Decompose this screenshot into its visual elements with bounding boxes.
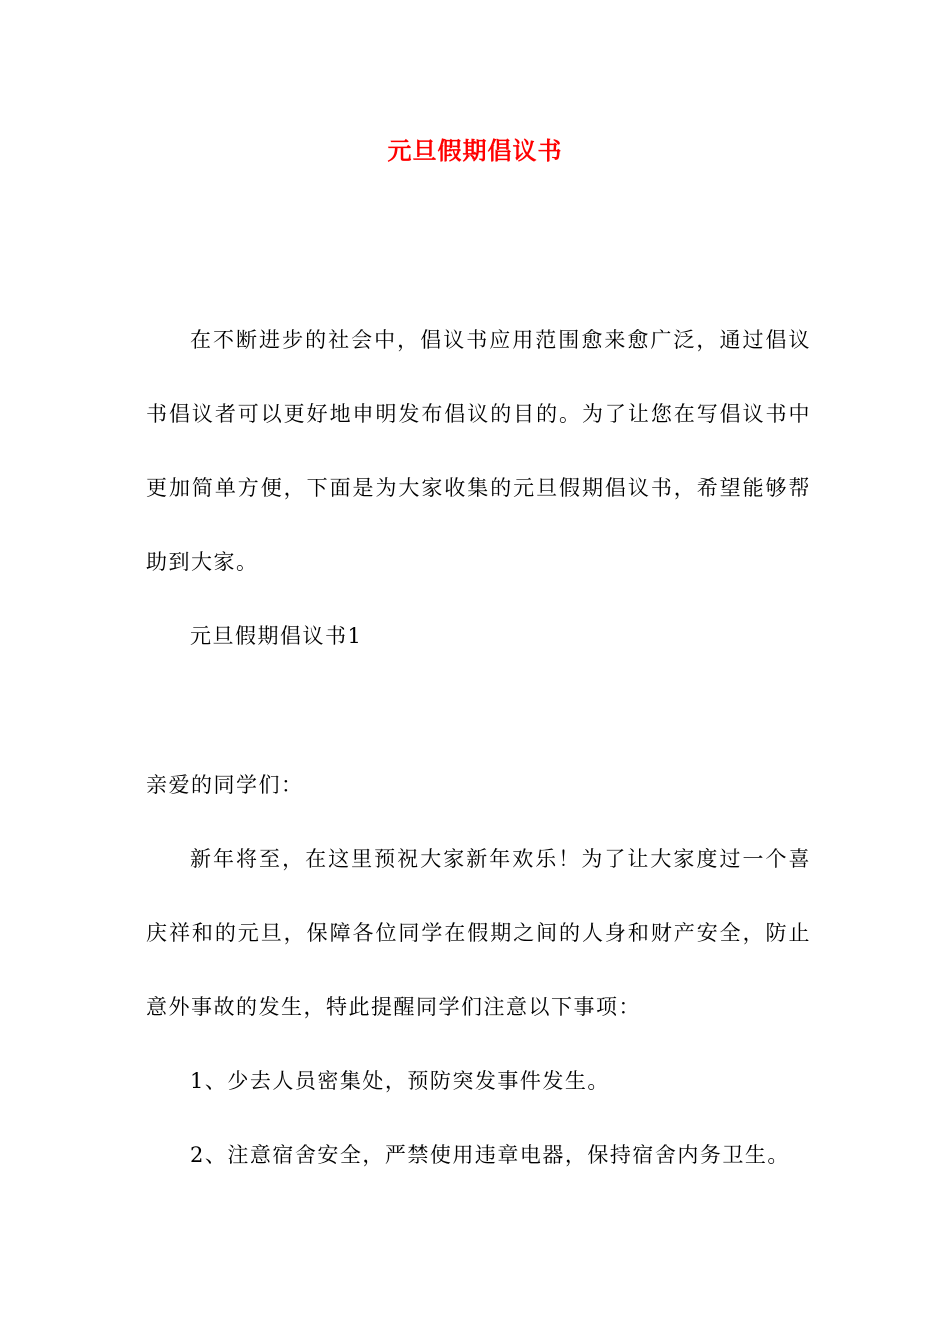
list-item: 1、少去人员密集处，预防突发事件发生。: [190, 1069, 610, 1093]
list-item: 2、注意宿舍安全，严禁使用违章电器，保持宿舍内务卫生。: [190, 1143, 790, 1167]
section-subtitle: 元旦假期倡议书1: [190, 624, 363, 648]
greeting-line: 亲爱的同学们：: [146, 773, 304, 797]
body-paragraph: 新年将至，在这里预祝大家新年欢乐！为了让大家度过一个喜庆祥和的元旦，保障各位同学在假期之间的人身和财产安全，防止意外事故的发生，特此提醒同学们注意以下事项：: [146, 847, 811, 1019]
intro-paragraph: 在不断进步的社会中，倡议书应用范围愈来愈广泛，通过倡议书倡议者可以更好地申明发布倡议的目的。为了让您在写倡议书中更加简单方便，下面是为大家收集的元旦假期倡议书，希望能够帮助到大家。: [146, 328, 811, 574]
document-title: 元旦假期倡议书: [387, 136, 563, 165]
